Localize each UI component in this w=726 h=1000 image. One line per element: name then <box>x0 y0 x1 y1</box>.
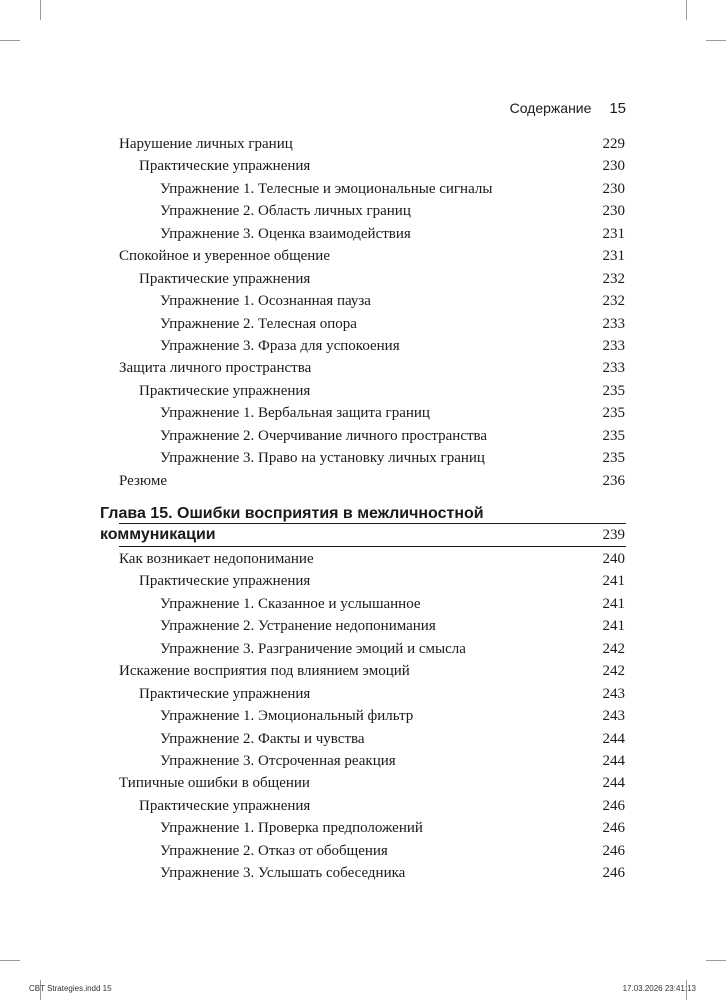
toc-entry[interactable] <box>0 178 726 200</box>
toc-entry-title: Практические упражнения <box>139 685 311 702</box>
crop-mark-top-right-h <box>706 40 726 41</box>
toc-entry-title: Спокойное и уверенное общение <box>119 248 330 265</box>
toc-entry-page: 231 <box>602 225 625 242</box>
toc-entry[interactable] <box>0 200 726 222</box>
chapter-page: 239 <box>602 527 625 543</box>
toc-entry[interactable] <box>0 268 726 290</box>
toc-entry-page: 246 <box>602 820 625 837</box>
toc-entry[interactable] <box>0 357 726 379</box>
toc-entry-title: Защита личного пространства <box>119 360 312 377</box>
toc-entry-page: 240 <box>602 551 625 567</box>
chapter-title <box>100 503 520 545</box>
toc-entry-title: Упражнение 1. Проверка предположений <box>160 820 423 837</box>
chapter-title-line-1: Глава 15. Ошибки восприятия в межличностной <box>100 505 484 522</box>
toc-entry-title: Упражнение 3. Право на установку личных границ <box>160 450 485 467</box>
toc-entry[interactable] <box>0 425 726 447</box>
toc-entry-title: Упражнение 1. Сказанное и услышанное <box>160 595 421 612</box>
toc-entry-page: 243 <box>602 685 625 702</box>
toc-entry[interactable] <box>0 470 726 492</box>
crop-mark-top-right <box>686 0 687 20</box>
toc-entry-page: 230 <box>602 203 625 220</box>
toc-entry[interactable] <box>0 570 726 592</box>
toc-entry[interactable] <box>0 402 726 424</box>
toc-entry-page: 243 <box>602 708 625 725</box>
toc-entry-title: Типичные ошибки в общении <box>119 775 310 792</box>
toc-entry[interactable] <box>0 313 726 335</box>
toc-entry[interactable] <box>0 750 726 772</box>
toc-entry[interactable] <box>0 380 726 402</box>
toc-entry[interactable] <box>0 155 726 177</box>
table-of-contents <box>0 133 726 885</box>
toc-section-after-chapter <box>0 548 726 885</box>
toc-entry-title: Упражнение 2. Телесная опора <box>160 315 357 332</box>
toc-entry-page: 244 <box>602 775 625 792</box>
toc-entry-page: 246 <box>602 865 625 882</box>
toc-entry-title: Упражнение 3. Оценка взаимодействия <box>160 225 411 242</box>
toc-entry-title: Практические упражнения <box>139 797 311 814</box>
toc-entry-page: 242 <box>602 640 625 657</box>
toc-entry[interactable] <box>0 705 726 727</box>
crop-mark-top-left <box>40 0 41 20</box>
toc-entry[interactable] <box>0 795 726 817</box>
toc-entry-page: 242 <box>602 663 625 680</box>
toc-entry-page: 230 <box>602 158 625 175</box>
toc-entry[interactable] <box>0 817 726 839</box>
toc-entry-page: 232 <box>602 270 625 287</box>
toc-entry-title: Упражнение 3. Услышать собеседника <box>160 865 406 882</box>
toc-entry-title: Упражнение 3. Отсроченная реакция <box>160 752 396 769</box>
toc-entry[interactable] <box>0 290 726 312</box>
toc-entry-page: 232 <box>602 293 625 310</box>
toc-entry[interactable] <box>0 335 726 357</box>
toc-entry-page: 241 <box>602 618 625 635</box>
chapter-underline-bottom <box>119 546 626 547</box>
crop-mark-bottom-left-h <box>0 960 20 961</box>
toc-entry-title: Упражнение 1. Эмоциональный фильтр <box>160 708 414 725</box>
toc-entry[interactable] <box>0 862 726 884</box>
toc-entry-page: 246 <box>602 797 625 814</box>
running-head-title: Содержание <box>509 100 592 116</box>
chapter-underline-top <box>119 523 626 524</box>
toc-entry-title: Практические упражнения <box>139 382 311 399</box>
toc-entry-title: Упражнение 1. Осознанная пауза <box>160 293 371 310</box>
toc-entry-page: 233 <box>602 360 625 377</box>
crop-mark-bottom-right-h <box>706 960 726 961</box>
toc-section-before-chapter <box>0 133 726 492</box>
toc-entry-title: Практические упражнения <box>139 158 311 175</box>
toc-entry-title: Как возникает недопонимание <box>119 551 314 567</box>
chapter-heading[interactable] <box>0 503 726 548</box>
toc-entry-title: Практические упражнения <box>139 270 311 287</box>
toc-entry[interactable] <box>0 660 726 682</box>
toc-entry[interactable] <box>0 245 726 267</box>
toc-entry-page: 246 <box>602 842 625 859</box>
toc-entry[interactable] <box>0 447 726 469</box>
toc-entry-page: 230 <box>602 180 625 197</box>
crop-mark-top-left-h <box>0 40 20 41</box>
toc-entry-page: 235 <box>602 382 625 399</box>
toc-entry[interactable] <box>0 223 726 245</box>
toc-entry[interactable] <box>0 772 726 794</box>
toc-entry-page: 233 <box>602 337 625 354</box>
toc-entry-title: Упражнение 1. Телесные и эмоциональные сигналы <box>160 180 493 197</box>
toc-entry-title: Упражнение 2. Устранение недопонимания <box>160 618 436 635</box>
toc-entry-title: Упражнение 2. Факты и чувства <box>160 730 365 747</box>
toc-entry-page: 244 <box>602 730 625 747</box>
toc-entry[interactable] <box>0 548 726 570</box>
toc-entry-title: Упражнение 2. Отказ от обобщения <box>160 842 388 859</box>
running-head-page-number: 15 <box>609 100 626 117</box>
toc-entry-page: 235 <box>602 450 625 467</box>
toc-entry[interactable] <box>0 638 726 660</box>
toc-entry-title: Упражнение 3. Разграничение эмоций и смысла <box>160 640 466 657</box>
toc-entry[interactable] <box>0 593 726 615</box>
toc-entry[interactable] <box>0 615 726 637</box>
toc-entry[interactable] <box>0 728 726 750</box>
toc-entry-page: 235 <box>602 427 625 444</box>
toc-entry-page: 236 <box>602 472 625 489</box>
toc-entry-page: 231 <box>602 248 625 265</box>
toc-entry-title: Упражнение 1. Вербальная защита границ <box>160 405 430 422</box>
toc-entry-title: Нарушение личных границ <box>119 136 293 152</box>
toc-entry-page: 235 <box>602 405 625 422</box>
slug-file-name: CBT Strategies.indd 15 <box>29 984 112 993</box>
toc-entry-title: Упражнение 2. Область личных границ <box>160 203 411 220</box>
toc-entry-title: Практические упражнения <box>139 573 311 590</box>
toc-entry-page: 241 <box>602 595 625 612</box>
toc-entry-title: Упражнение 3. Фраза для успокоения <box>160 337 400 354</box>
toc-entry[interactable] <box>0 840 726 862</box>
chapter-title-line-2: коммуникации <box>100 526 216 543</box>
toc-entry-page: 233 <box>602 315 625 332</box>
toc-entry[interactable] <box>0 683 726 705</box>
running-head <box>0 100 626 117</box>
slug-datetime: 17.03.2026 23:41:13 <box>622 984 696 993</box>
toc-entry-page: 241 <box>602 573 625 590</box>
toc-entry[interactable] <box>0 133 726 155</box>
toc-entry-title: Упражнение 2. Очерчивание личного пространства <box>160 427 488 444</box>
toc-entry-title: Искажение восприятия под влиянием эмоций <box>119 663 410 680</box>
toc-entry-page: 244 <box>602 752 625 769</box>
toc-entry-title: Резюме <box>119 472 168 489</box>
toc-entry-page: 229 <box>602 136 625 152</box>
